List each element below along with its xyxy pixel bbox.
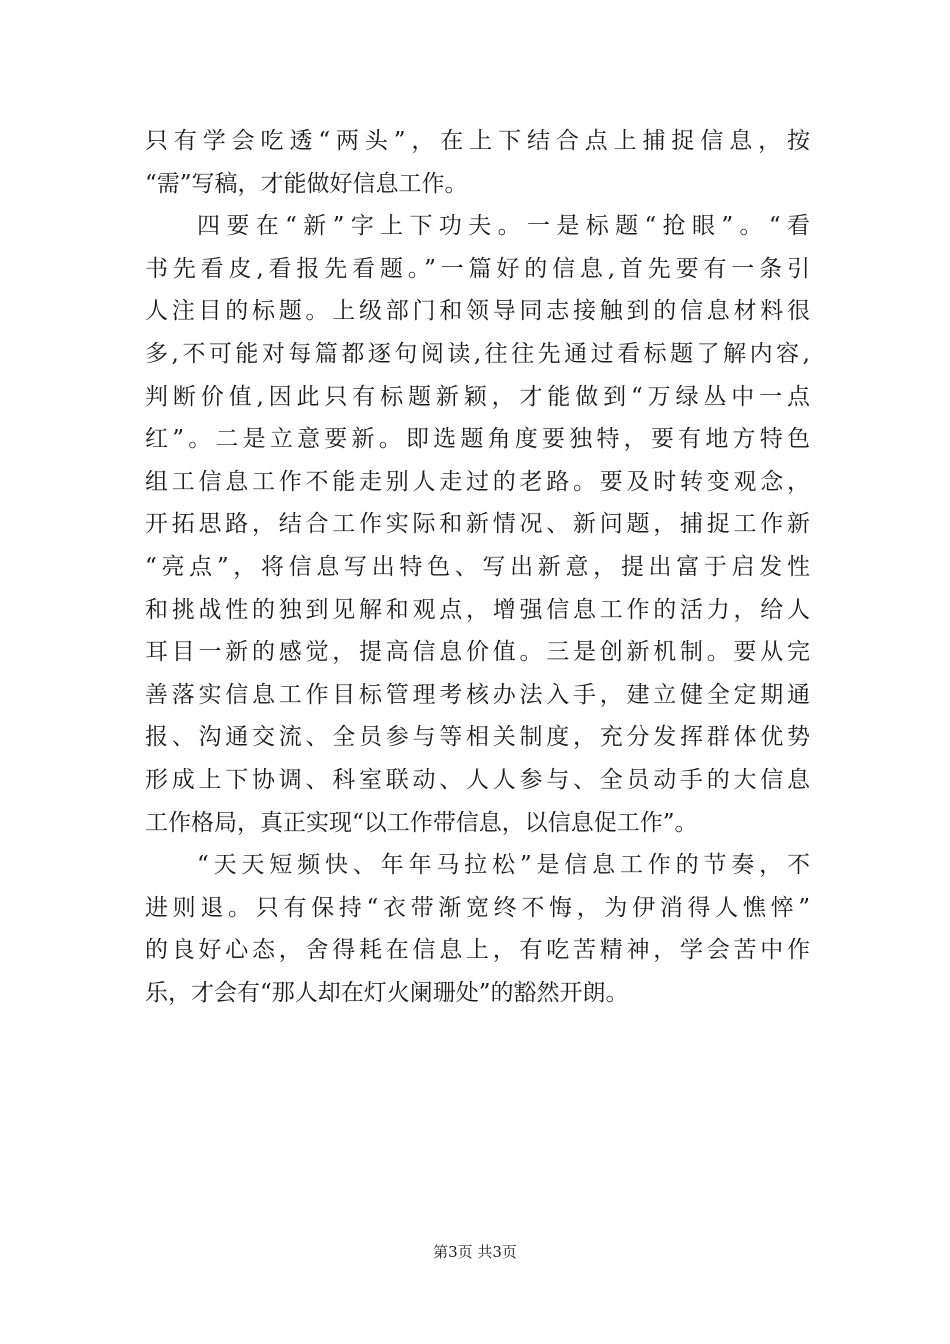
text-line: 判断价值,因此只有标题新颖，才能做到“万绿丛中一点 <box>145 383 810 410</box>
text-line: 红”。二是立意要新。即选题角度要独特，要有地方特色 <box>145 426 810 453</box>
text-line: 报、沟通交流、全员参与等相关制度，充分发挥群体优势 <box>145 724 810 751</box>
body-text <box>145 120 810 1014</box>
text-line: 多,不可能对每篇都逐句阅读,往往先通过看标题了解内容, <box>145 340 810 367</box>
text-line: 和挑战性的独到见解和观点，增强信息工作的活力，给人 <box>145 596 810 623</box>
text-line: 人注目的标题。上级部门和领导同志接触到的信息材料很 <box>145 298 810 325</box>
text-line: “亮点”，将信息写出特色、写出新意，提出富于启发性 <box>145 553 810 580</box>
text-line: “需”写稿，才能做好信息工作。 <box>145 170 468 197</box>
text-line: 工作格局，真正实现“以工作带信息，以信息促工作”。 <box>145 809 698 836</box>
text-line: 形成上下协调、科室联动、人人参与、全员动手的大信息 <box>145 766 810 793</box>
text-line: 善落实信息工作目标管理考核办法入手，建立健全定期通 <box>145 681 810 708</box>
text-line: 耳目一新的感觉，提高信息价值。三是创新机制。要从完 <box>145 639 810 666</box>
text-line: “天天短频快、年年马拉松”是信息工作的节奏，不 <box>197 852 810 879</box>
text-line: 四要在“新”字上下功夫。一是标题“抢眼”。“看 <box>197 213 810 240</box>
text-line: 只有学会吃透“两头”，在上下结合点上捕捉信息，按 <box>145 128 810 154</box>
text-line: 书先看皮,看报先看题。”一篇好的信息,首先要有一条引 <box>145 255 810 282</box>
text-line: 开拓思路，结合工作实际和新情况、新问题，捕捉工作新 <box>145 511 810 538</box>
text-line: 进则退。只有保持“衣带渐宽终不悔，为伊消得人憔悴” <box>145 894 810 921</box>
text-line: 的良好心态，舍得耗在信息上，有吃苦精神，学会苦中作 <box>145 937 810 964</box>
text-line: 乐，才会有“那人却在灯火阑珊处”的豁然开朗。 <box>145 979 629 1006</box>
text-line: 组工信息工作不能走别人走过的老路。要及时转变观念， <box>145 468 810 495</box>
page-number-footer: 第3页 共3页 <box>433 1243 517 1261</box>
